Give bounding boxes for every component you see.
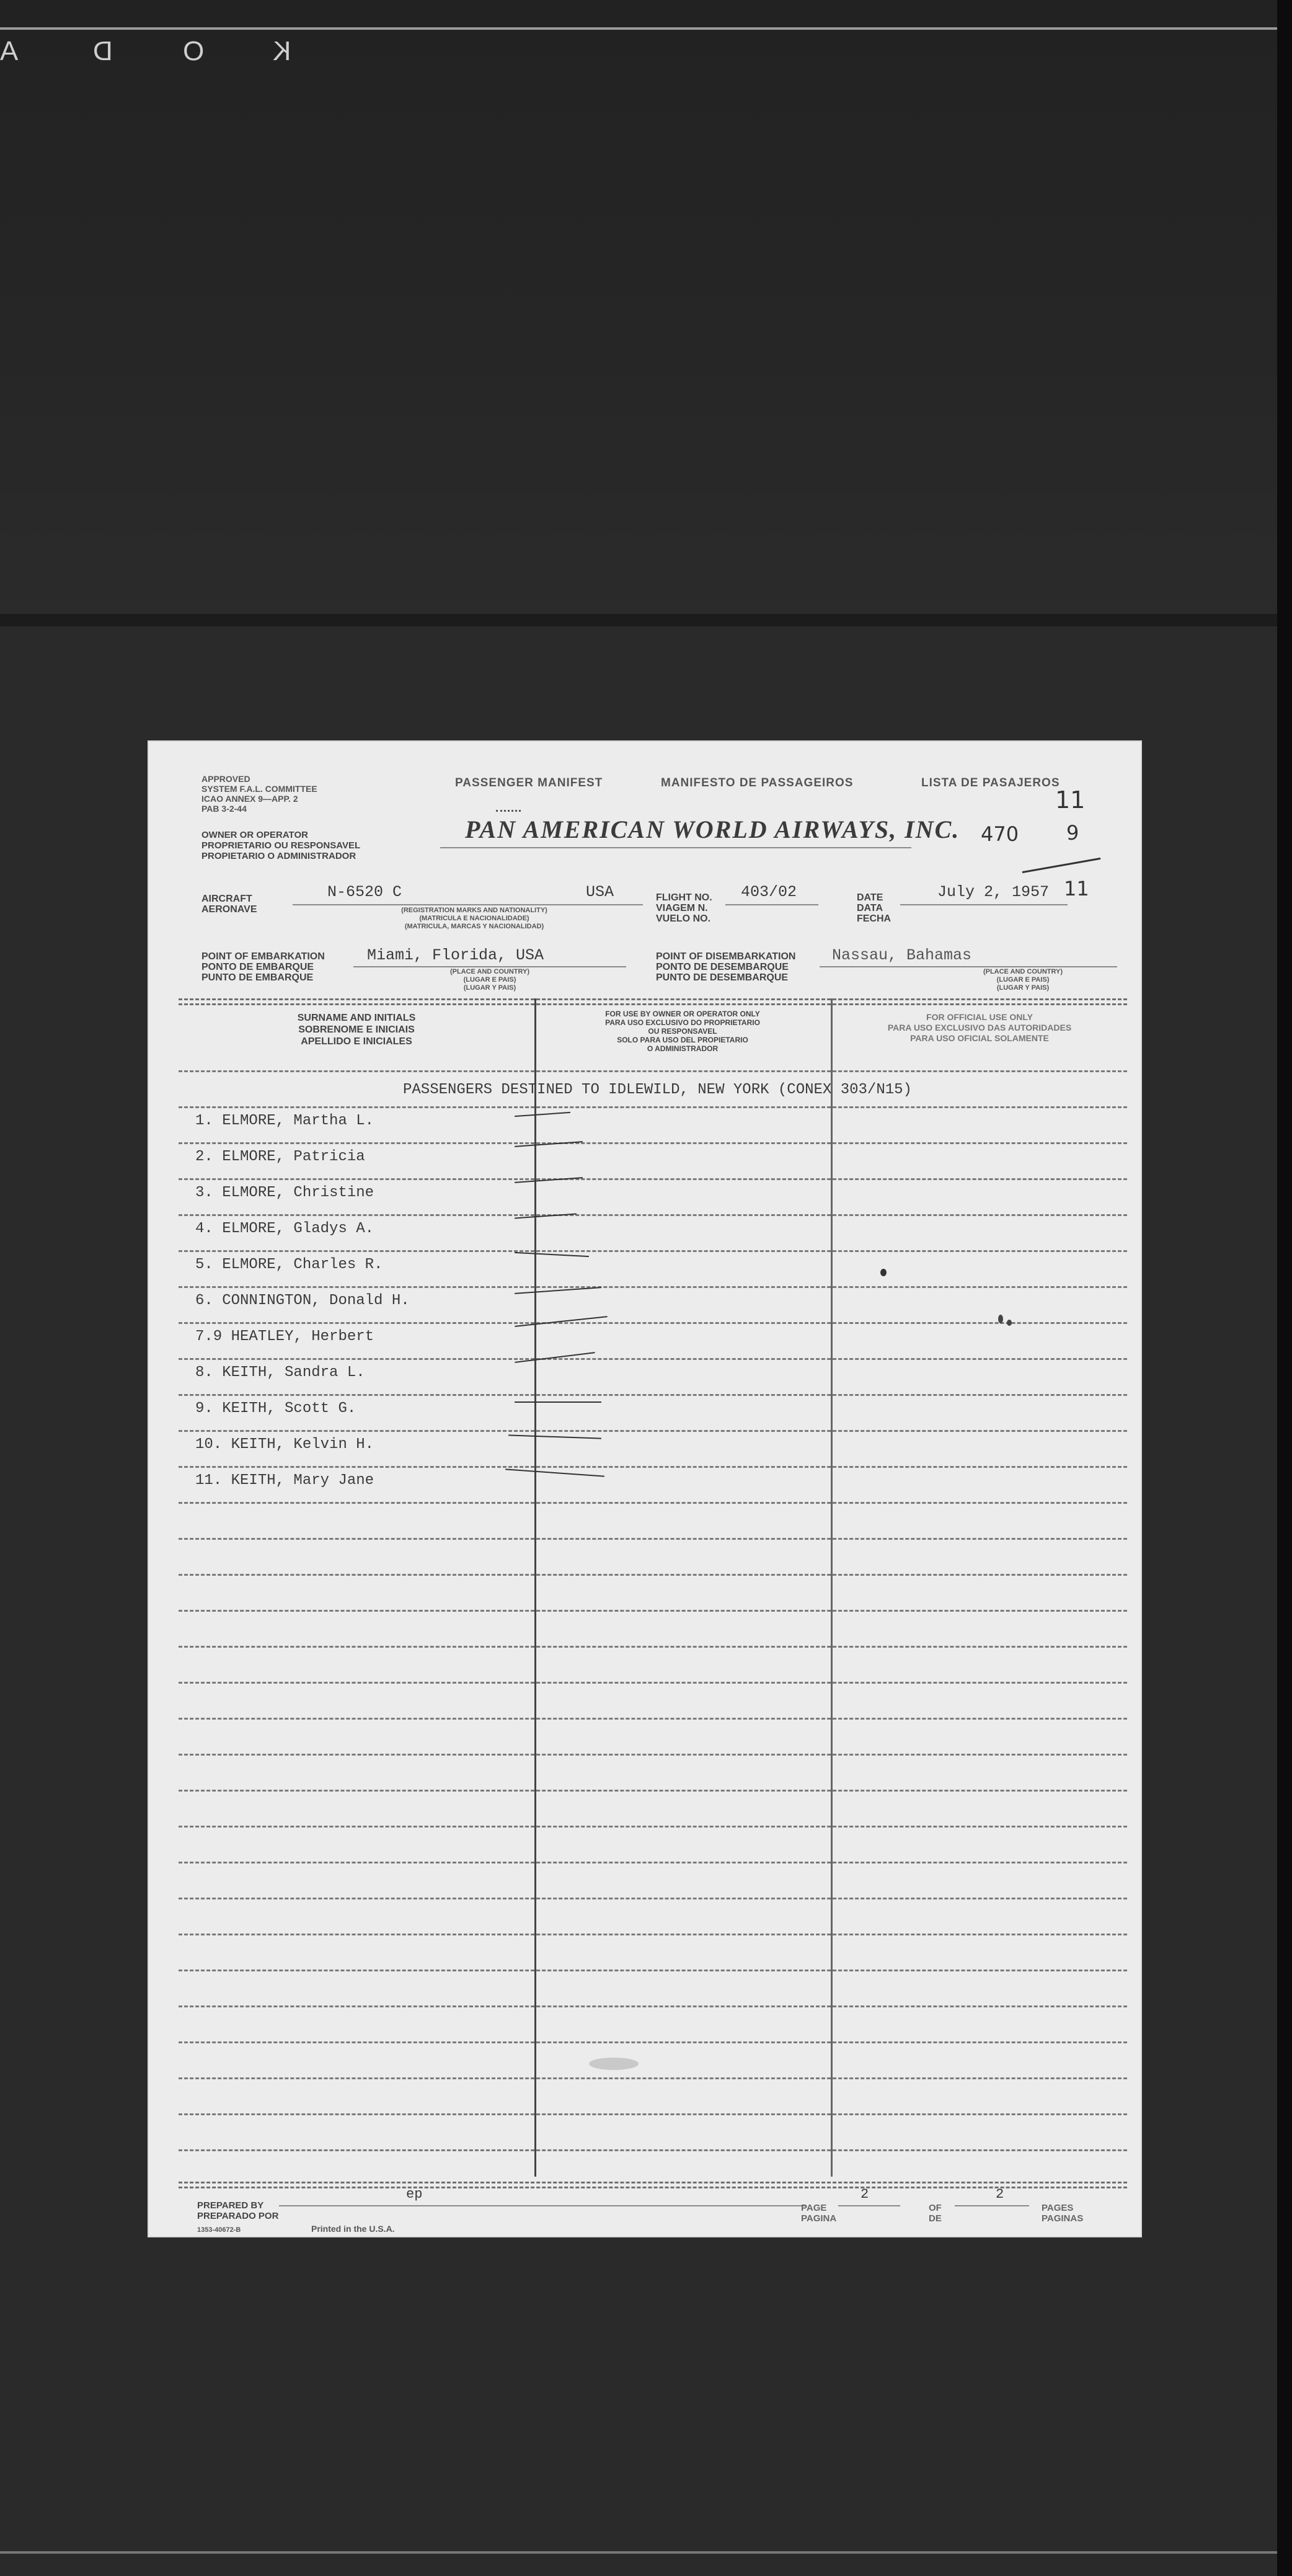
table-rule (179, 1898, 1127, 1899)
footer-rule (179, 2187, 1127, 2188)
disembarkation-label-line: POINT OF DISEMBARKATION (656, 951, 796, 962)
column-header-line: PARA USO EXCLUSIVO DO PROPRIETARIO (605, 1018, 760, 1027)
registration-note (347, 907, 601, 931)
of-value: 2 (996, 2187, 1004, 2202)
approval-block (201, 774, 317, 814)
passenger-row: 6. CONNINGTON, Donald H. (195, 1292, 410, 1309)
check-mark (508, 1434, 601, 1439)
page-value: 2 (861, 2187, 869, 2202)
aircraft-nationality: USA (586, 883, 614, 901)
table-rule (179, 1394, 1127, 1396)
embarkation-label-line: POINT OF EMBARKATION (201, 951, 325, 962)
place-note-line: (PLACE AND COUNTRY) (449, 968, 530, 975)
film-edge-print (0, 36, 347, 67)
footer-rule (179, 2182, 1127, 2183)
title-manifesto: MANIFESTO DE PASSAGEIROS (661, 776, 854, 789)
handwritten-mark: 11 (1055, 786, 1086, 814)
check-mark (515, 1316, 607, 1327)
flight-label-line: FLIGHT NO. (656, 892, 712, 903)
table-rule (179, 1502, 1127, 1504)
approval-line: SYSTEM F.A.L. COMMITTEE (201, 784, 317, 794)
place-note-line: (LUGAR E PAIS) (463, 976, 516, 984)
table-rule (179, 2077, 1127, 2079)
flight-label (656, 892, 712, 924)
check-mark (505, 1468, 604, 1477)
embarkation-label-line: PONTO DE EMBARQUE (201, 962, 314, 972)
page-underline (838, 2205, 900, 2206)
film-bottom-line (0, 2551, 1277, 2554)
table-rule (179, 2005, 1127, 2007)
form-number: 1353-40672-B (197, 2226, 241, 2234)
table-rule (179, 1538, 1127, 1540)
table-rule (179, 1178, 1127, 1180)
embarkation-value: Miami, Florida, USA (367, 946, 544, 964)
handwritten-date-mark: 11 (1064, 877, 1089, 900)
prepared-label-line: PREPARED BY (197, 2200, 264, 2211)
column-divider (534, 998, 536, 2177)
aircraft-value: N-6520 C (327, 883, 402, 901)
of-label-line: OF (929, 2203, 942, 2213)
of-label (929, 2203, 942, 2224)
aircraft-label-line: AIRCRAFT (201, 894, 252, 904)
place-note-line: (LUGAR Y PAIS) (996, 984, 1050, 992)
check-mark (515, 1401, 601, 1403)
column-header-line: PARA USO EXCLUSIVO DAS AUTORIDADES (887, 1023, 1072, 1033)
table-rule (179, 1790, 1127, 1792)
date-label-line: DATA (857, 903, 883, 913)
embarkation-label-line: PUNTO DE EMBARQUE (201, 972, 314, 983)
flight-label-line: VUELO NO. (656, 913, 711, 924)
date-value: July 2, 1957 (937, 883, 1050, 901)
place-note-line: (PLACE AND COUNTRY) (983, 968, 1063, 975)
aircraft-underline (293, 904, 643, 905)
embarkation-label (201, 951, 325, 983)
table-rule (179, 1214, 1127, 1216)
table-rule (179, 1250, 1127, 1252)
date-label (857, 892, 891, 924)
film-frame-divider (0, 614, 1277, 626)
disembarkation-label-line: PUNTO DE DESEMBARQUE (656, 972, 789, 983)
table-rule (179, 1466, 1127, 1468)
table-rule (179, 2113, 1127, 2115)
ink-speck (880, 1269, 887, 1276)
column-header-name (179, 1012, 534, 1047)
aircraft-label-line: AERONAVE (201, 904, 257, 915)
table-rule (179, 1934, 1127, 1935)
table-rule (179, 1754, 1127, 1756)
handwritten-mark: 9 (1066, 821, 1079, 845)
passenger-row: 8. KEITH, Sandra L. (195, 1364, 365, 1381)
passenger-row: 3. ELMORE, Christine (195, 1184, 374, 1201)
passenger-row: 10. KEITH, Kelvin H. (195, 1436, 374, 1453)
passenger-row: 7.9 HEATLEY, Herbert (195, 1328, 374, 1345)
check-mark (515, 1352, 595, 1363)
edge-letter-d: D (93, 36, 113, 66)
flight-value: 403/02 (741, 883, 797, 901)
handwritten-stroke (1022, 858, 1101, 873)
aircraft-label (201, 894, 257, 915)
page-label-line: PAGINA (801, 2213, 837, 2224)
edge-letter-k: K (273, 36, 291, 66)
column-header-official-use (832, 1012, 1127, 1044)
table-rule (179, 2041, 1127, 2043)
table-rule (179, 1070, 1127, 1072)
film-right-strip (1277, 0, 1292, 2576)
column-header-line: O ADMINISTRADOR (647, 1044, 719, 1053)
table-rule (179, 1358, 1127, 1360)
ink-speck (998, 1315, 1003, 1323)
registration-note-line: (MATRICULA, MARCAS Y NACIONALIDAD) (404, 923, 544, 930)
title-lista: LISTA DE PASAJEROS (921, 776, 1060, 789)
disembarkation-place-note (955, 968, 1091, 992)
table-rule (179, 1826, 1127, 1828)
disembarkation-label-line: PONTO DE DESEMBARQUE (656, 962, 789, 972)
embarkation-underline (353, 966, 626, 967)
passenger-row: 2. ELMORE, Patricia (195, 1148, 365, 1165)
table-rule (179, 1862, 1127, 1863)
handwritten-number: 470 (981, 822, 1019, 846)
column-header-line: FOR OFFICIAL USE ONLY (926, 1012, 1033, 1022)
table-top-rule (179, 1003, 1127, 1005)
table-rule (179, 1106, 1127, 1108)
table-rule (179, 1286, 1127, 1288)
film-edge-line (0, 27, 1277, 30)
table-rule (179, 1322, 1127, 1324)
page-label (801, 2203, 836, 2224)
approval-line: PAB 3-2-44 (201, 804, 247, 814)
column-header-line: SOLO PARA USO DEL PROPIETARIO (617, 1036, 748, 1044)
pages-label (1042, 2203, 1083, 2224)
operator-underline (440, 847, 911, 848)
operator-name: PAN AMERICAN WORLD AIRWAYS, INC. (465, 815, 960, 843)
date-label-line: DATE (857, 892, 883, 903)
ink-speck (1007, 1320, 1012, 1326)
registration-note-line: (REGISTRATION MARKS AND NATIONALITY) (401, 907, 547, 914)
edge-letter-o: O (183, 36, 205, 66)
table-rule (179, 1646, 1127, 1648)
embarkation-place-note (422, 968, 558, 992)
section-note: PASSENGERS DESTINED TO IDLEWILD, NEW YORK (CONEX 303/N15) (403, 1081, 912, 1098)
flight-label-line: VIAGEM N. (656, 903, 708, 913)
disembarkation-label (656, 951, 795, 983)
passenger-manifest-sheet (149, 742, 1141, 2236)
column-header-line: SOBRENOME E INICIAIS (298, 1024, 415, 1035)
column-header-line: SURNAME AND INITIALS (297, 1013, 416, 1023)
table-rule (179, 1610, 1127, 1612)
table-rule (179, 2149, 1127, 2151)
date-underline (900, 904, 1068, 905)
passenger-row: 9. KEITH, Scott G. (195, 1400, 356, 1417)
pages-label-line: PAGES (1042, 2203, 1074, 2213)
passenger-row: 11. KEITH, Mary Jane (195, 1472, 374, 1489)
owner-label-line: OWNER OR OPERATOR (201, 830, 308, 840)
column-header-line: OU RESPONSAVEL (648, 1027, 717, 1036)
page-label-line: PAGE (801, 2203, 827, 2213)
flight-underline (725, 904, 818, 905)
table-rule (179, 1718, 1127, 1720)
disembarkation-underline (820, 966, 1117, 967)
prepared-value: ep (406, 2187, 423, 2202)
disembarkation-value: Nassau, Bahamas (832, 946, 972, 964)
of-underline (955, 2205, 1029, 2206)
prepared-label-line: PREPARADO POR (197, 2211, 279, 2221)
table-rule (179, 1142, 1127, 1144)
column-header-line: FOR USE BY OWNER OR OPERATOR ONLY (605, 1010, 760, 1018)
check-mark (515, 1252, 589, 1257)
smudge (589, 2058, 639, 2070)
column-header-line: PARA USO OFICIAL SOLAMENTE (910, 1033, 1049, 1043)
passenger-row: 5. ELMORE, Charles R. (195, 1256, 383, 1273)
table-top-rule (179, 998, 1127, 1000)
prepared-label (197, 2200, 278, 2221)
registration-note-line: (MATRICULA E NACIONALIDADE) (419, 915, 529, 922)
table-rule (179, 1574, 1127, 1576)
column-divider (831, 998, 833, 2177)
column-header-line: APELLIDO E INICIALES (301, 1036, 412, 1047)
approval-line: ICAO ANNEX 9—APP. 2 (201, 794, 298, 804)
pages-label-line: PAGINAS (1042, 2213, 1084, 2224)
table-rule (179, 1682, 1127, 1684)
owner-label-line: PROPRIETARIO OU RESPONSAVEL (201, 840, 361, 851)
date-label-line: FECHA (857, 913, 892, 924)
prepared-underline (279, 2205, 806, 2206)
table-rule (179, 1430, 1127, 1432)
printed-note: Printed in the U.S.A. (311, 2224, 395, 2234)
owner-label-line: PROPIETARIO O ADMINISTRADOR (201, 851, 356, 861)
film-background-top (0, 0, 1277, 626)
approval-line: APPROVED (201, 774, 250, 784)
title-passenger-manifest: PASSENGER MANIFEST (455, 776, 603, 789)
edge-letter-a: A (0, 36, 19, 66)
place-note-line: (LUGAR Y PAIS) (463, 984, 516, 992)
check-mark (515, 1112, 570, 1117)
table-rule (179, 1970, 1127, 1971)
owner-label (201, 830, 360, 861)
of-label-line: DE (929, 2213, 942, 2224)
passenger-row: 1. ELMORE, Martha L. (195, 1113, 374, 1129)
passenger-row: 4. ELMORE, Gladys A. (195, 1220, 374, 1237)
column-header-owner-use (536, 1010, 829, 1053)
place-note-line: (LUGAR E PAIS) (996, 976, 1050, 984)
